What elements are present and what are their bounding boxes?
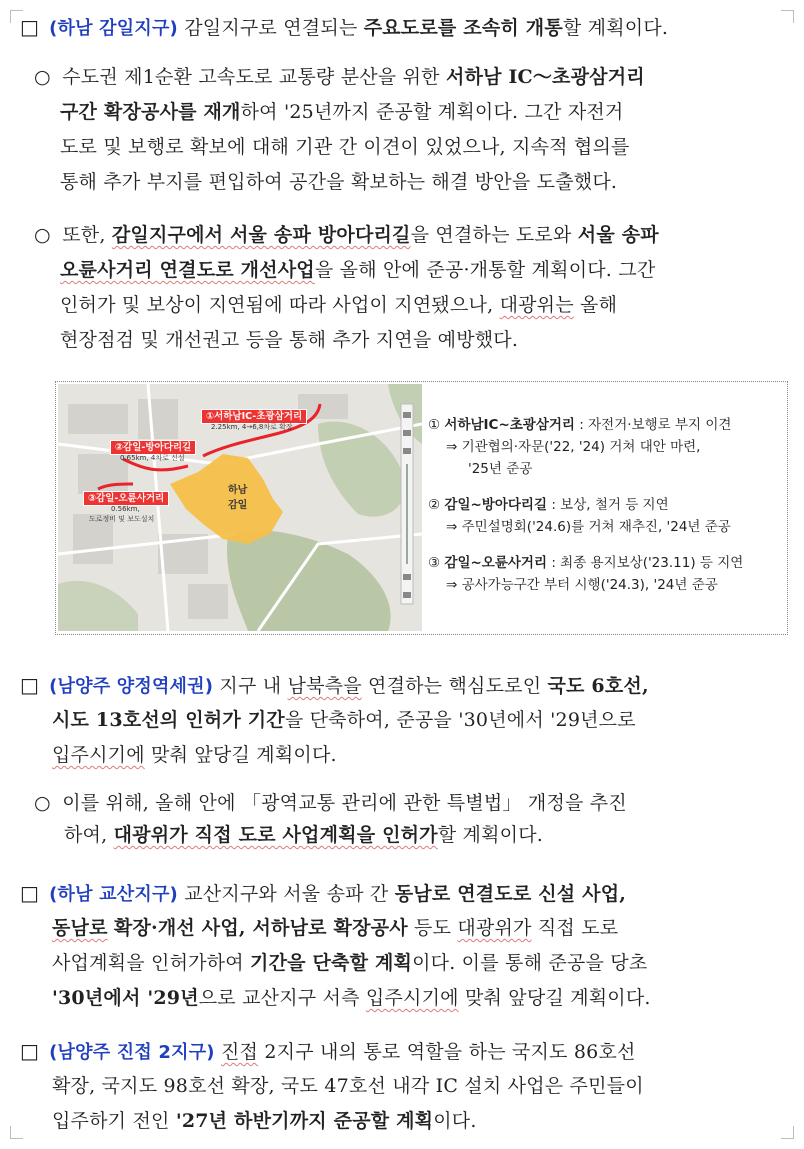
text: 할 계획이다.: [437, 824, 543, 846]
text: 감일지구로 연결되는: [184, 17, 358, 39]
legend-title: 감일~오륜사거리: [444, 555, 548, 571]
legend-desc: : 보상, 철거 등 지연: [551, 497, 669, 513]
bullet-circle-icon: ○: [34, 792, 51, 814]
checkbox-square-icon: □: [20, 881, 40, 905]
legend-item-3: [428, 552, 743, 574]
text: 통해 추가 부지를 편입하여 공간을 확보하는 해결 방안을 도출했다.: [60, 171, 618, 193]
text: 2지구 내의 통로 역할을 하는 국지도 86호선: [264, 1041, 636, 1063]
legend-line: ⇒ 주민설명회('24.6)를 거쳐 재추진, '24년 준공: [446, 519, 731, 535]
text-bold: 대광위가 직접 도로 사업계획을 인허가: [113, 824, 438, 846]
map-tag: ①서하남IC-초광삼거리: [201, 409, 307, 424]
text: 을 올해 안에 준공·개통할 계획이다. 그간: [314, 259, 656, 281]
legend-title: 감일~방아다리길: [444, 497, 548, 513]
map-area-text: 감일: [228, 500, 248, 511]
text: 을 연결하는 도로와: [410, 224, 572, 246]
text-bold: 시도 13호선의 인허가 기간: [52, 709, 285, 731]
legend-num: ①: [428, 417, 441, 433]
section3-cont: [52, 911, 790, 1016]
text: 확장, 국지도 98호선 확장, 국도 47호선 내각 IC 설치 사업은 주민들이: [52, 1075, 644, 1097]
map-tag: ②감일-방아다리길: [110, 440, 196, 455]
text: 이다. 이를 통해 준공을 당초: [412, 952, 648, 974]
legend-item-2: [428, 494, 669, 516]
section-tag: (하남 교산지구): [49, 884, 178, 905]
text-bold: 서하남 IC～초광삼거리: [445, 66, 645, 88]
text: 남북측을: [287, 675, 362, 697]
text: 도로 및 보행로 확보에 대해 기관 간 이견이 있었으나, 지속적 협의를: [60, 136, 630, 158]
text-bold: 동남로 연결도로 신설 사업,: [394, 883, 627, 905]
section-namyangju-jinjeop: [20, 1034, 790, 1070]
section1-bullet1: [34, 60, 790, 95]
section1-bullet2-cont: [60, 253, 790, 358]
section4-cont: [52, 1069, 790, 1139]
text-bold: 동남로: [52, 917, 108, 939]
text: 입주시기에: [365, 987, 459, 1009]
legend-num: ②: [428, 497, 441, 513]
text: 올해: [580, 294, 618, 316]
text: 또한,: [62, 224, 106, 246]
text: 맞춰 앞당길 계획이다.: [464, 987, 651, 1009]
text: 입주하기 전인: [52, 1110, 170, 1132]
section2-bullet1: [34, 786, 790, 821]
map-area-label: [228, 481, 247, 511]
section-tag: (하남 감일지구): [49, 18, 178, 39]
text: 대광위가: [457, 917, 532, 939]
text-bold: '27년 하반기까지 준공할 계획: [175, 1110, 434, 1132]
text: 진접: [221, 1041, 259, 1063]
map-sub: 0.56km,: [111, 505, 140, 513]
legend-line: '25년 준공: [468, 461, 533, 477]
section1-bullet2: [34, 218, 790, 253]
legend-line: ⇒ 기관협의·자문('22, '24) 거쳐 대안 마련,: [446, 439, 701, 455]
text: 지구 내: [219, 675, 282, 697]
section-hanam-gyosan: [20, 876, 790, 912]
legend-item-1: [428, 414, 731, 436]
map-sub: 2.25km, 4→6,8차로 확장: [211, 423, 293, 431]
map-area-text: 하남: [228, 485, 248, 496]
section-tag: (남양주 진접 2지구): [49, 1042, 215, 1063]
legend-line: ⇒ 공사가능구간 부터 시행('24.3), '24년 준공: [446, 577, 718, 593]
section-namyangju-yangjeong: [20, 668, 790, 704]
text: 등도: [414, 917, 452, 939]
checkbox-square-icon: □: [20, 15, 40, 39]
map-tag: ③감일-오륜사거리: [83, 491, 169, 506]
section2-cont: [52, 703, 790, 773]
text: 을 단축하여, 준공을 '30년에서 '29년으로: [284, 709, 636, 731]
text: 사업계획을 인허가하여: [52, 952, 244, 974]
text: 으로 교산지구 서측: [198, 987, 360, 1009]
map-label-2: [110, 439, 196, 463]
text: 인허가 및 보상이 지연됨에 따라 사업이 지연됐으나,: [60, 294, 494, 316]
text: 교산지구와 서울 송파 간: [184, 883, 389, 905]
text-bold: 기간을 단축할 계획: [250, 952, 413, 974]
legend-title: 서하남IC~초광삼거리: [444, 417, 575, 433]
text: 맞춰 앞당길 계획이다.: [151, 744, 337, 766]
section-hanam-gamil-heading: [20, 10, 795, 46]
text-bold: 감일지구에서 서울 송파 방아다리길: [111, 224, 411, 246]
text: 대광위는: [499, 294, 574, 316]
text: 하여,: [64, 824, 108, 846]
text: 현장점검 및 개선권고 등을 통해 추가 지연을 예방했다.: [60, 329, 519, 351]
map-image: [58, 384, 422, 631]
section1-bullet1-cont: [60, 95, 790, 200]
section-tag: (남양주 양정역세권): [49, 676, 214, 697]
checkbox-square-icon: □: [20, 1039, 40, 1063]
text: 입주시기에: [52, 744, 145, 766]
text-bold: 주요도로를 조속히 개통: [363, 17, 563, 39]
legend-num: ③: [428, 555, 441, 571]
text-bold: 국도 6호선,: [547, 675, 649, 697]
bullet-circle-icon: ○: [34, 66, 51, 88]
map-label-1: [201, 408, 307, 432]
text: 수도권 제1순환 고속도로 교통량 분산을 위한: [62, 66, 440, 88]
section2-bullet1-cont: [64, 818, 790, 853]
text-bold: 서울 송파: [577, 224, 659, 246]
text-bold: 오륜사거리 연결도로 개선사업: [60, 259, 315, 281]
corner-mark: [10, 1126, 23, 1139]
text-bold: '30년에서 '29년: [52, 987, 199, 1009]
text: 이다.: [433, 1110, 477, 1132]
text: 할 계획이다.: [562, 17, 669, 39]
text: 이를 위해, 올해 안에 「광역교통 관리에 관한 특별법」 개정을 추진: [62, 792, 627, 814]
text: 연결하는 핵심도로인: [368, 675, 542, 697]
text-bold: 구간 확장공사를 재개: [60, 101, 241, 123]
map-sub: 도로정비 및 보도설치: [89, 515, 155, 523]
legend-desc: : 최종 용지보상('23.11) 등 지연: [551, 555, 744, 571]
map-figure: [55, 381, 788, 635]
map-sub: 0.65km, 4차로 신설: [120, 454, 185, 462]
text-bold: 확장·개선 사업, 서하남로 확장공사: [113, 917, 408, 939]
bullet-circle-icon: ○: [34, 224, 51, 246]
checkbox-square-icon: □: [20, 673, 40, 697]
map-label-3: [83, 490, 169, 524]
text: 직접 도로: [537, 917, 619, 939]
text: 하여 '25년까지 준공할 계획이다. 그간 자전거: [240, 101, 624, 123]
legend-desc: : 자전거·보행로 부지 이견: [579, 417, 732, 433]
